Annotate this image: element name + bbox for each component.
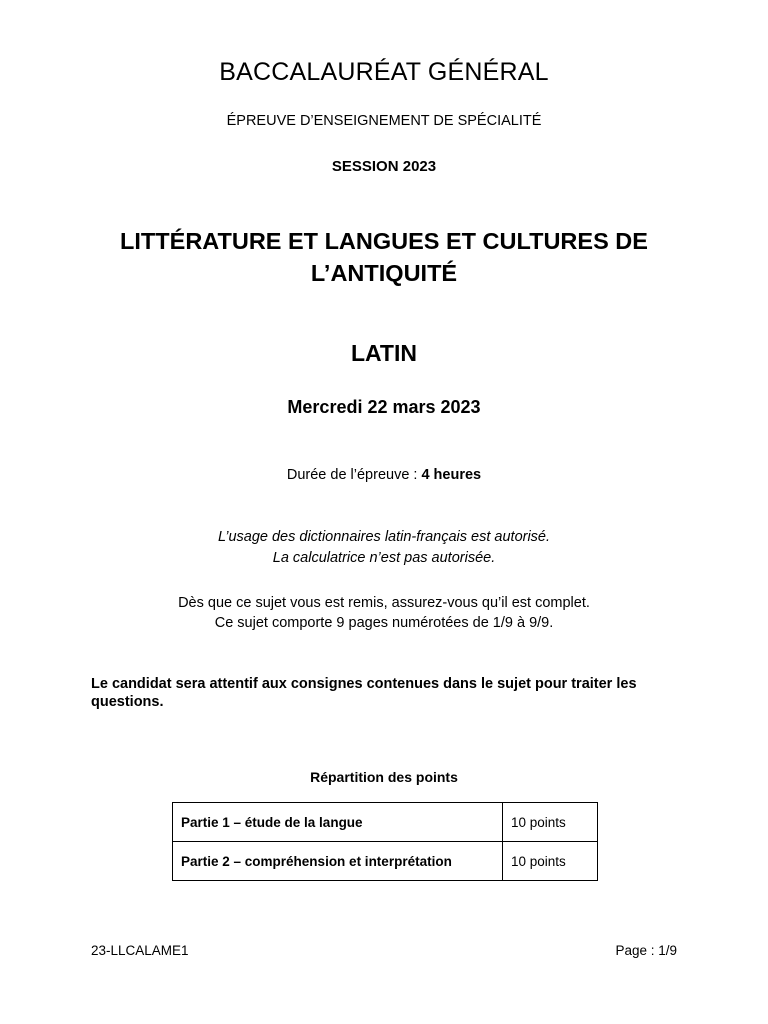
rules-block bbox=[0, 527, 768, 569]
completeness-line2: Ce sujet comporte 9 pages numérotées de 1/9 à 9/9. bbox=[214, 615, 554, 631]
completeness-line1: Dès que ce sujet vous est remis, assurez-vous qu’il est complet. bbox=[178, 595, 590, 611]
table-row bbox=[173, 803, 598, 842]
subject-title-line2: L’ANTIQUITÉ bbox=[310, 260, 458, 286]
points-cell: 10 points bbox=[503, 842, 598, 881]
table-row bbox=[173, 842, 598, 881]
points-table bbox=[172, 802, 598, 881]
duration-line bbox=[0, 467, 768, 483]
page-number: Page : 1/9 bbox=[615, 943, 677, 958]
language-title: LATIN bbox=[350, 340, 417, 366]
points-cell: 10 points bbox=[503, 803, 598, 842]
part-cell: Partie 1 – étude de la langue bbox=[173, 803, 503, 842]
part-cell: Partie 2 – compréhension et interprétation bbox=[173, 842, 503, 881]
exam-type: ÉPREUVE D’ENSEIGNEMENT DE SPÉCIALITÉ bbox=[226, 113, 542, 129]
subject-title bbox=[0, 225, 768, 289]
duration-value: 4 heures bbox=[421, 467, 482, 483]
exam-title: BACCALAURÉAT GÉNÉRAL bbox=[219, 58, 549, 86]
subject-code: 23-LLCALAME1 bbox=[91, 943, 189, 958]
session-label: SESSION 2023 bbox=[331, 158, 437, 175]
points-table-caption: Répartition des points bbox=[310, 769, 458, 785]
exam-date: Mercredi 22 mars 2023 bbox=[287, 397, 481, 417]
completeness-block bbox=[0, 593, 768, 633]
subject-title-line1: LITTÉRATURE ET LANGUES ET CULTURES DE bbox=[120, 228, 648, 254]
calculator-rule: La calculatrice n’est pas autorisée. bbox=[272, 550, 496, 566]
duration-label: Durée de l’épreuve : bbox=[286, 467, 422, 483]
candidate-instruction: Le candidat sera attentif aux consignes contenues dans le sujet pour traiter les questions. bbox=[91, 676, 637, 710]
dictionary-rule: L’usage des dictionnaires latin-français est autorisé. bbox=[217, 529, 551, 545]
